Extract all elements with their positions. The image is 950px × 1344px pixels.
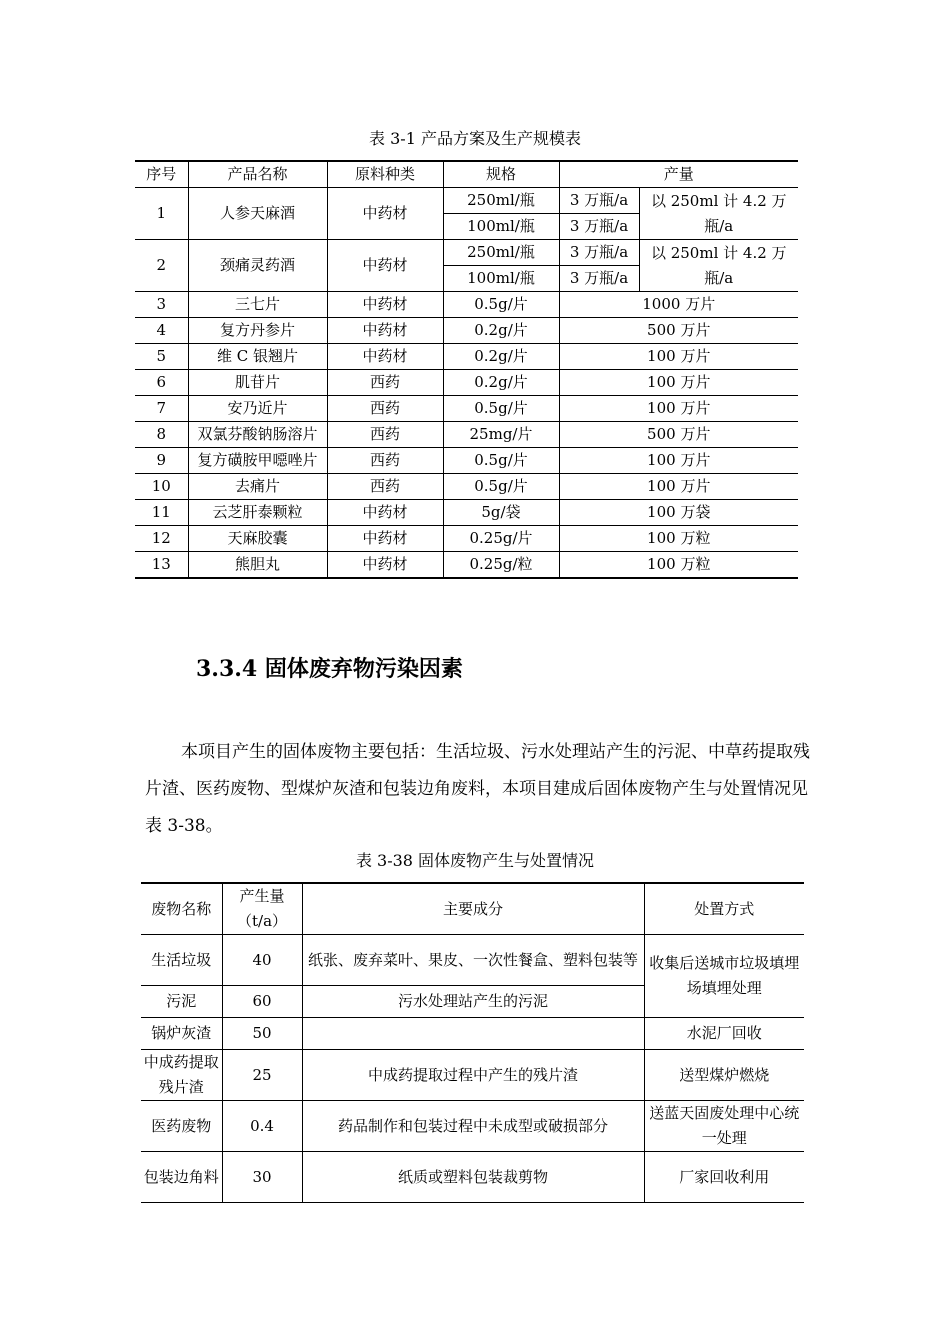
spec: 100ml/瓶 [443,266,559,292]
row-number: 6 [135,370,188,396]
waste-disposal: 厂家回收利用 [644,1152,804,1203]
section-heading: 3.3.4 固体废弃物污染因素 [196,656,463,682]
spec: 0.5g/片 [443,396,559,422]
spec: 100ml/瓶 [443,214,559,240]
header-cell: 序号 [135,161,188,188]
material-type: 中药材 [327,552,443,579]
table2-caption: 表 3-38 固体废物产生与处置情况 [355,851,595,870]
table-row [141,1018,804,1050]
product-name: 颈痛灵药酒 [188,240,327,292]
spec: 0.5g/片 [443,474,559,500]
spec: 0.5g/片 [443,292,559,318]
table-row [135,552,798,579]
spec: 0.5g/片 [443,448,559,474]
output: 1000 万片 [559,292,798,318]
waste-name: 中成药提取残片渣 [141,1050,222,1101]
material-type: 西药 [327,370,443,396]
paragraph-text: 本项目产生的固体废物主要包括：生活垃圾、污水处理站产生的污泥、中草药提取残片渣、医药废物、型煤炉灰渣和包装边角废料，本项目建成后固体废物产生与处置情况见表 3-38。 [145,742,810,836]
row-number: 12 [135,526,188,552]
waste-content: 纸质或塑料包装裁剪物 [302,1152,644,1203]
table1-caption: 表 3-1 产品方案及生产规模表 [369,129,581,148]
waste-name: 污泥 [141,986,222,1018]
header-cell: 产量 [559,161,798,188]
product-name: 云芝肝泰颗粒 [188,500,327,526]
waste-amount: 40 [222,935,302,986]
table-row [141,1152,804,1203]
waste-content: 纸张、废弃菜叶、果皮、一次性餐盒、塑料包装等 [302,935,644,986]
output: 3 万瓶/a [559,214,639,240]
row-number: 9 [135,448,188,474]
header-cell: 产品名称 [188,161,327,188]
output: 100 万片 [559,396,798,422]
spec: 5g/袋 [443,500,559,526]
header-cell: 废物名称 [141,883,222,935]
material-type: 中药材 [327,318,443,344]
waste-content: 污水处理站产生的污泥 [302,986,644,1018]
product-name: 天麻胶囊 [188,526,327,552]
waste-amount: 30 [222,1152,302,1203]
row-number: 5 [135,344,188,370]
material-type: 西药 [327,474,443,500]
table-row [135,344,798,370]
total-output: 以 250ml 计 4.2 万瓶/a [639,188,798,240]
product-name: 维 C 银翘片 [188,344,327,370]
product-name: 人参天麻酒 [188,188,327,240]
material-type: 西药 [327,448,443,474]
table-header-row [135,161,798,188]
spec: 25mg/片 [443,422,559,448]
waste-name: 包装边角料 [141,1152,222,1203]
output: 500 万片 [559,422,798,448]
row-number: 1 [135,188,188,240]
waste-amount: 0.4 [222,1101,302,1152]
output: 100 万粒 [559,552,798,579]
output: 100 万片 [559,370,798,396]
output: 100 万粒 [559,526,798,552]
table-row [135,396,798,422]
output: 100 万袋 [559,500,798,526]
waste-name: 医药废物 [141,1101,222,1152]
header-cell: 规格 [443,161,559,188]
table-row [135,370,798,396]
product-table [135,160,798,579]
waste-amount: 60 [222,986,302,1018]
material-type: 西药 [327,396,443,422]
material-type: 中药材 [327,526,443,552]
header-cell: 处置方式 [644,883,804,935]
spec: 250ml/瓶 [443,188,559,214]
material-type: 西药 [327,422,443,448]
total-output: 以 250ml 计 4.2 万瓶/a [639,240,798,292]
table-row [135,526,798,552]
material-type: 中药材 [327,500,443,526]
product-name: 安乃近片 [188,396,327,422]
table-row [135,422,798,448]
material-type: 中药材 [327,292,443,318]
output: 100 万片 [559,448,798,474]
waste-disposal: 水泥厂回收 [644,1018,804,1050]
material-type: 中药材 [327,240,443,292]
row-number: 7 [135,396,188,422]
spec: 0.2g/片 [443,344,559,370]
waste-content [302,1018,644,1050]
header-cell: 原料种类 [327,161,443,188]
output: 500 万片 [559,318,798,344]
row-number: 8 [135,422,188,448]
waste-name: 锅炉灰渣 [141,1018,222,1050]
product-name: 复方丹参片 [188,318,327,344]
material-type: 中药材 [327,188,443,240]
row-number: 2 [135,240,188,292]
product-name: 双氯芬酸钠肠溶片 [188,422,327,448]
table-row [135,448,798,474]
output: 3 万瓶/a [559,266,639,292]
waste-disposal: 送蓝天固废处理中心统一处理 [644,1101,804,1152]
row-number: 3 [135,292,188,318]
waste-disposal: 送型煤炉燃烧 [644,1050,804,1101]
product-name: 去痛片 [188,474,327,500]
spec: 0.2g/片 [443,370,559,396]
solid-waste-table [141,882,804,1203]
spec: 0.2g/片 [443,318,559,344]
row-number: 13 [135,552,188,579]
table-row [135,474,798,500]
table-row [141,935,804,986]
table-row [135,500,798,526]
product-name: 肌苷片 [188,370,327,396]
header-cell: 产生量（t/a） [222,883,302,935]
row-number: 4 [135,318,188,344]
waste-disposal: 收集后送城市垃圾填埋场填埋处理 [644,935,804,1018]
header-cell: 主要成分 [302,883,644,935]
waste-content: 药品制作和包装过程中未成型或破损部分 [302,1101,644,1152]
output: 3 万瓶/a [559,188,639,214]
table-row [135,188,798,214]
table-row [135,240,798,266]
row-number: 11 [135,500,188,526]
output: 3 万瓶/a [559,240,639,266]
body-paragraph [145,734,810,845]
table-row [141,1101,804,1152]
product-name: 熊胆丸 [188,552,327,579]
table-header-row [141,883,804,935]
row-number: 10 [135,474,188,500]
spec: 0.25g/粒 [443,552,559,579]
waste-name: 生活垃圾 [141,935,222,986]
table-row [135,292,798,318]
table-row [141,1050,804,1101]
waste-amount: 50 [222,1018,302,1050]
table-row [135,318,798,344]
material-type: 中药材 [327,344,443,370]
spec: 0.25g/片 [443,526,559,552]
waste-content: 中成药提取过程中产生的残片渣 [302,1050,644,1101]
spec: 250ml/瓶 [443,240,559,266]
output: 100 万片 [559,344,798,370]
product-name: 三七片 [188,292,327,318]
output: 100 万片 [559,474,798,500]
product-name: 复方磺胺甲噁唑片 [188,448,327,474]
waste-amount: 25 [222,1050,302,1101]
